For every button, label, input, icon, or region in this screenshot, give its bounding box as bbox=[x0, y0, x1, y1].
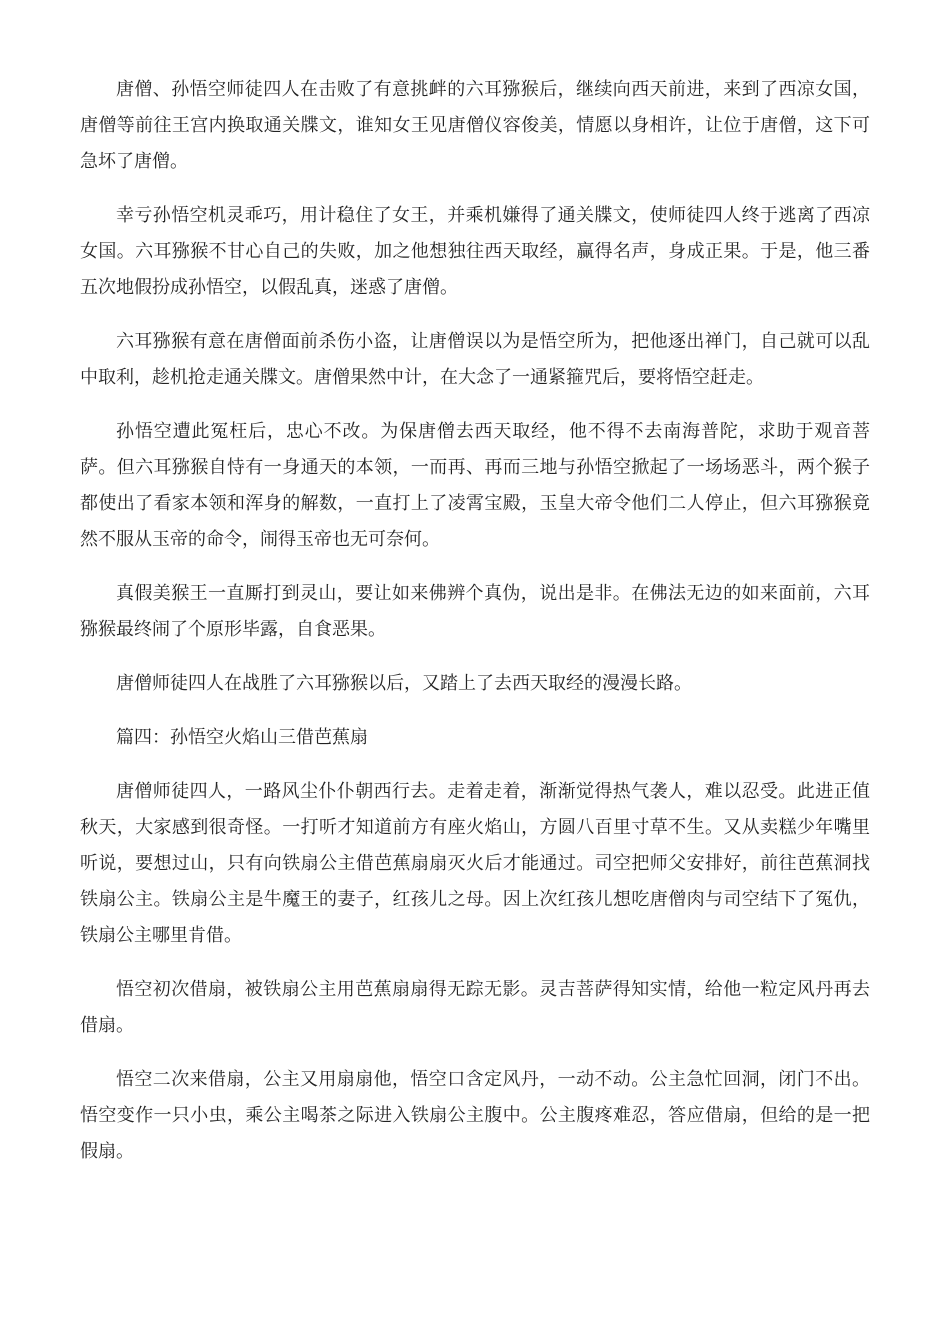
document-page bbox=[80, 72, 870, 1188]
paragraph: 孙悟空遭此冤枉后，忠心不改。为保唐僧去西天取经，他不得不去南海普陀，求助于观音菩萨。但六耳猕猴自恃有一身通天的本领，一而再、再而三地与孙悟空掀起了一场场恶斗，两个猴子都使出了看家本领和浑身的解数，一直打上了凌霄宝殿，玉皇大帝令他们二人停止，但六耳猕猴竟然不服从玉帝的命令，闹得玉帝也无可奈何。 bbox=[80, 421, 870, 550]
paragraph: 真假美猴王一直厮打到灵山，要让如来佛辨个真伪，说出是非。在佛法无边的如来面前，六耳猕猴最终闹了个原形毕露，自食恶果。 bbox=[80, 583, 870, 640]
paragraph: 唐僧、孙悟空师徒四人在击败了有意挑衅的六耳猕猴后，继续向西天前进，来到了西凉女国，唐僧等前往王宫内换取通关牒文，谁知女王见唐僧仪容俊美，情愿以身相许，让位于唐僧，这下可急坏了唐僧。 bbox=[80, 79, 870, 172]
paragraph: 六耳猕猴有意在唐僧面前杀伤小盗，让唐僧误以为是悟空所为，把他逐出禅门，自己就可以乱中取利，趁机抢走通关牒文。唐僧果然中计，在大念了一通紧箍咒后，要将悟空赶走。 bbox=[80, 331, 870, 388]
paragraph: 悟空初次借扇，被铁扇公主用芭蕉扇扇得无踪无影。灵吉菩萨得知实情，给他一粒定风丹再去借扇。 bbox=[80, 979, 870, 1036]
paragraph: 幸亏孙悟空机灵乖巧，用计稳住了女王，并乘机嫌得了通关牒文，使师徒四人终于逃离了西凉女国。六耳猕猴不甘心自己的失败，加之他想独往西天取经，赢得名声，身成正果。于是，他三番五次地假扮成孙悟空，以假乱真，迷惑了唐僧。 bbox=[80, 205, 870, 298]
section-title: 篇四：孙悟空火焰山三借芭蕉扇 bbox=[116, 727, 368, 748]
paragraph: 唐僧师徒四人在战胜了六耳猕猴以后，又踏上了去西天取经的漫漫长路。 bbox=[116, 673, 692, 694]
paragraph: 唐僧师徒四人，一路风尘仆仆朝西行去。走着走着，渐渐觉得热气袭人，难以忍受。此进正值秋天，大家感到很奇怪。一打听才知道前方有座火焰山，方圆八百里寸草不生。又从卖糕少年嘴里听说，要想过山，只有向铁扇公主借芭蕉扇扇灭火后才能通过。司空把师父安排好，前往芭蕉洞找铁扇公主。铁扇公主是牛魔王的妻子，红孩儿之母。因上次红孩儿想吃唐僧肉与司空结下了冤仇，铁扇公主哪里肯借。 bbox=[80, 781, 870, 946]
paragraph: 悟空二次来借扇，公主又用扇扇他，悟空口含定风丹，一动不动。公主急忙回洞，闭门不出。悟空变作一只小虫，乘公主喝茶之际进入铁扇公主腹中。公主腹疼难忍，答应借扇，但给的是一把假扇。 bbox=[80, 1069, 870, 1162]
